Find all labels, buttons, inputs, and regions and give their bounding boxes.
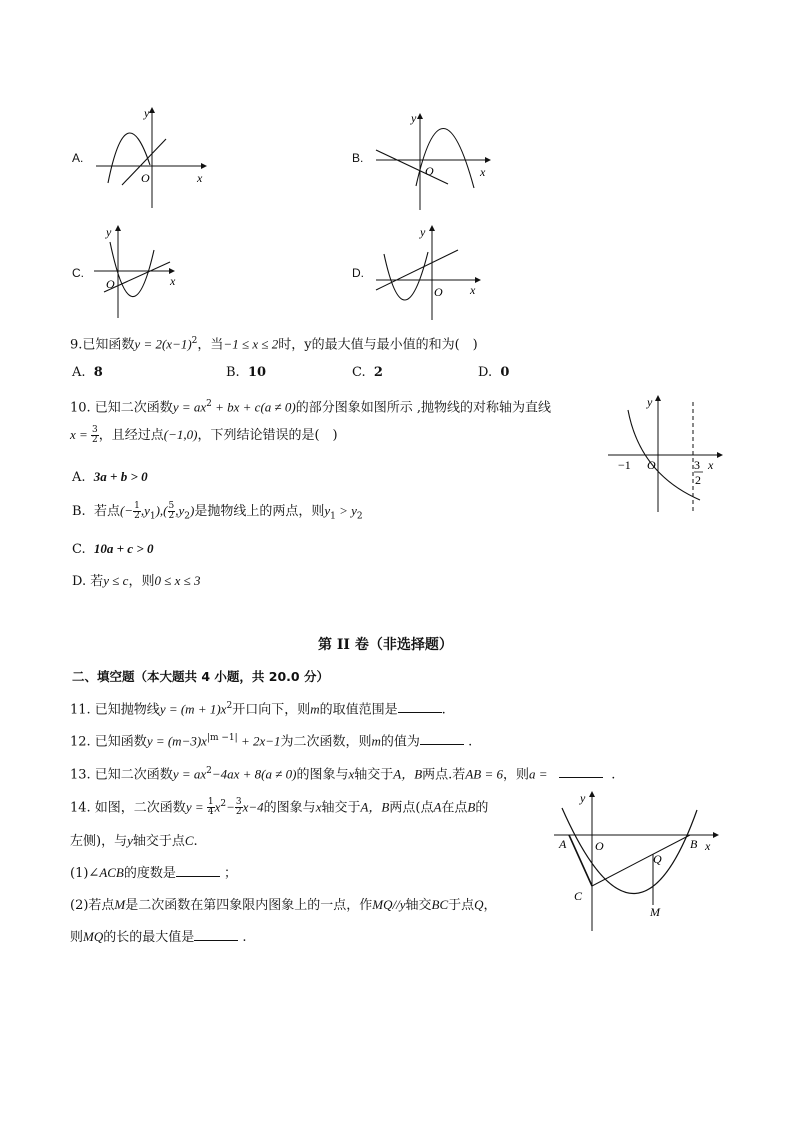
option-a-x-label: x	[197, 171, 203, 185]
q10-option-b: B. 若点(− $\frac{1}{2}$ $,y_1$),( $\frac{5}{2}$ $,y_2$)是抛物线上的两点，则$y_1 > y_2$	[72, 501, 363, 522]
option-d-label: D.	[352, 266, 364, 280]
option-c-origin-label: O	[106, 277, 115, 291]
question-14-part-2-line1: (2)若点M是二次函数在第四象限内图象上的一点，作MQ//y轴交BC于点Q，	[70, 897, 497, 913]
option-c-graph	[92, 222, 182, 322]
option-c-y-label: y	[106, 225, 112, 239]
question-14-part-1: (1)∠ACB的度数是 ；	[70, 865, 238, 881]
option-b-origin-label: O	[425, 164, 434, 178]
question-14-part-2-line2: 则MQ的长的最大值是 .	[70, 929, 247, 945]
part-2-title: 第 II 卷（非选择题）	[318, 637, 453, 653]
option-d-x-label: x	[470, 283, 476, 297]
q10-graph	[604, 392, 729, 517]
question-10-line2: x = $\frac{3}{2}$ ，且经过点(−1,0)，下列结论错误的是( )	[70, 425, 338, 445]
option-a-y-label: y	[144, 106, 150, 120]
option-c-label: C.	[72, 266, 84, 280]
q14-y-label: y	[580, 791, 586, 805]
q9-option-d: D. 0	[478, 365, 510, 380]
question-11: 11. 已知抛物线$y = (m + 1)x^2$开口向下，则m的取值范围是 .	[70, 701, 446, 718]
q14-point-q-label: Q	[653, 852, 662, 866]
answer-blank[interactable]	[176, 864, 220, 877]
q9-option-b: B. 10	[226, 365, 267, 380]
option-a-graph	[92, 103, 212, 213]
q14-graph	[552, 788, 724, 933]
option-d-origin-label: O	[434, 285, 443, 299]
q10-x-label: x	[708, 458, 714, 472]
q10-option-d: D. 若y ≤ c，则0 ≤ x ≤ 3	[72, 573, 201, 589]
q10-neg-one-label: −1	[618, 458, 631, 472]
option-a-origin-label: O	[141, 171, 150, 185]
q14-point-b-label: B	[690, 837, 698, 851]
q10-y-label: y	[647, 395, 653, 409]
answer-blank[interactable]	[398, 700, 442, 713]
q14-origin-label: O	[595, 839, 604, 853]
option-b-y-label: y	[411, 111, 417, 125]
q10-two-label: 2	[695, 473, 701, 487]
answer-blank[interactable]	[559, 765, 603, 778]
answer-blank[interactable]	[420, 732, 464, 745]
q14-point-c-label: C	[574, 889, 583, 903]
question-13: 13. 已知二次函数$y = ax^2-4ax + 8(a \ne 0)$的图象与x轴交于A，B两点.若AB = 6，则a = .	[70, 766, 616, 783]
q10-origin-label: O	[647, 458, 656, 472]
q10-three-label: 3	[694, 458, 700, 472]
q14-x-label: x	[705, 839, 711, 853]
option-b-graph	[370, 108, 495, 213]
question-10-line1: 10. 已知二次函数$y = ax^2$ + bx + c(a ≠ 0)的部分图象如图所示 ,抛物线的对称轴为直线	[70, 399, 552, 416]
q10-option-a: A. 3a + b > 0	[72, 469, 148, 485]
answer-blank[interactable]	[194, 928, 238, 941]
q9-option-c: C. 2	[352, 365, 383, 380]
option-c-x-label: x	[170, 274, 176, 288]
question-14-line1: 14. 如图，二次函数y = $\frac{1}{4}$ $x^2-$ $\frac{3}{2}$ x−4的图象与x轴交于A，B两点(点A在点B的	[70, 797, 489, 818]
option-a-label: A.	[72, 151, 84, 165]
q9-option-a: A. 8	[72, 365, 103, 380]
option-b-label: B.	[352, 151, 364, 165]
question-14-line2: 左侧)，与y轴交于点C.	[70, 833, 198, 849]
question-12: 12. 已知函数$y = (m-3)x^{|m -1|} + 2x-1$为二次函数，则m的值为 .	[70, 733, 473, 750]
option-d-y-label: y	[420, 225, 426, 239]
section-fill-in-heading: 二、填空题（本大题共 4 小题，共 20.0 分）	[72, 669, 329, 684]
q14-point-a-label: A	[559, 837, 567, 851]
q14-point-m-label: M	[650, 905, 660, 919]
question-9: 9.已知函数$y = 2(x-1)^2$，当−1 ≤ x ≤ 2时，y的最大值与最小值的和为( )	[70, 336, 478, 353]
q10-option-c: C. 10a + c > 0	[72, 541, 154, 557]
option-b-x-label: x	[480, 165, 486, 179]
option-d-graph	[370, 222, 485, 322]
